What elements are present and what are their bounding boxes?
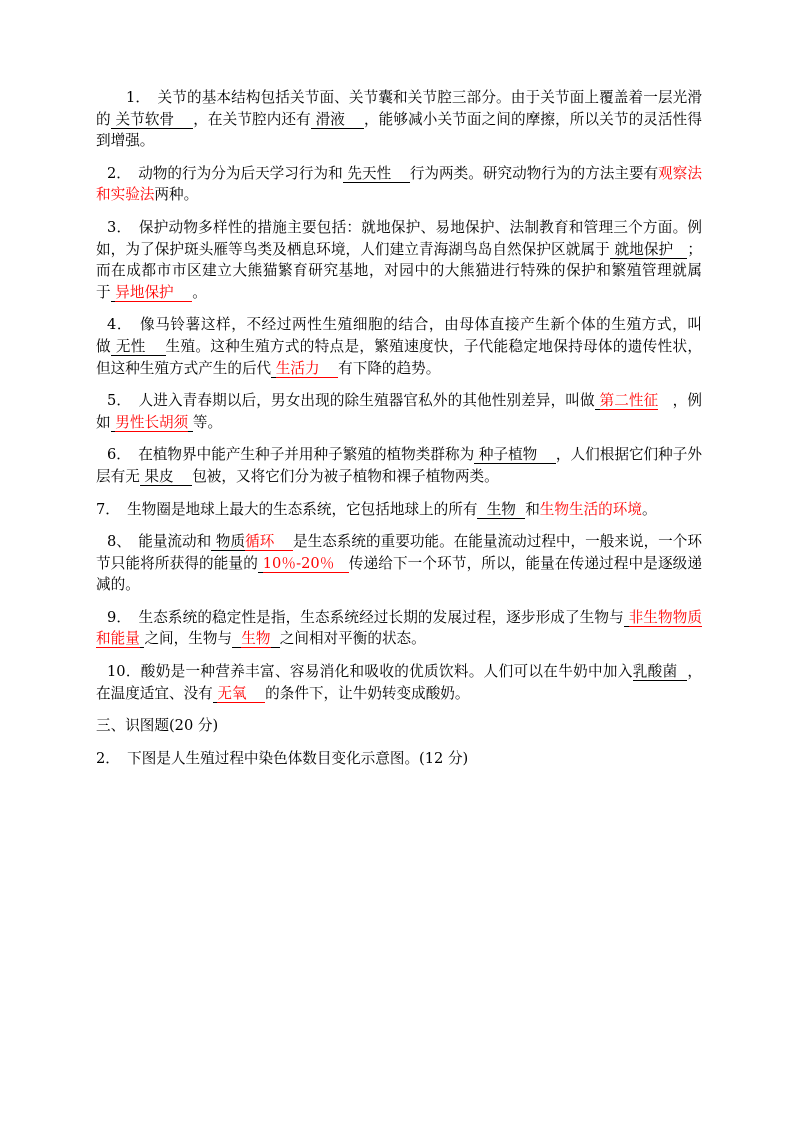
text-run: 8、 能量流动和 xyxy=(107,533,212,551)
text-run: 是生态系统的重要功能。在能量流动过程中，一般来说，一个环节只能将所获得的能量的 xyxy=(96,533,702,572)
question-5 xyxy=(96,390,702,433)
text-run: ，例如 xyxy=(96,392,702,431)
answer-blank: 无性 xyxy=(110,337,166,355)
text-run: 和 xyxy=(525,500,540,518)
text-run: ，人们根据它们种子外层有无 xyxy=(96,446,702,485)
text-run: 10．酸奶是一种营养丰富、容易消化和吸收的优质饮料。人们可以在牛奶中加入 xyxy=(107,663,633,681)
question-3 xyxy=(96,217,702,303)
question-10 xyxy=(96,661,702,704)
answer-blank xyxy=(232,630,241,648)
answer-text-red: 生物生活的环境 xyxy=(539,500,642,518)
answer-blank-red: 非生物物质和能量 xyxy=(96,608,702,648)
text-run: 三、识图题(20 分) xyxy=(96,717,219,735)
text-run: ；而在成都市市区建立大熊猫繁育研究基地，对园中的大熊猫进行特殊的保护和繁殖管理就属于 xyxy=(96,240,702,301)
text-run: 。 xyxy=(192,283,207,301)
answer-blank: 滑液 xyxy=(310,110,364,128)
text-run: 两种。 xyxy=(154,186,199,204)
text-run: 7． 生物圈是地球上最大的生态系统，它包括地球上的所有 xyxy=(96,500,478,518)
question-9 xyxy=(96,607,702,650)
question-2 xyxy=(96,163,702,206)
answer-blank-red: 生物 xyxy=(241,630,271,648)
answer-blank: 先天性 xyxy=(342,164,410,182)
answer-blank xyxy=(271,630,280,648)
question-1 xyxy=(96,87,702,152)
text-run: 3． 保护动物多样性的措施主要包括：就地保护、易地保护、法制教育和管理三个方面。例如，为了保护斑头雁等鸟类及栖息环境，人们建立青海湖鸟岛自然保护区就属于 xyxy=(96,218,702,258)
text-run: 传递给下一个环节，所以，能量在传递过程中是逐级递减的。 xyxy=(96,554,702,594)
answer-blank-red: 生活力 xyxy=(275,359,339,377)
answer-blank: 关节软骨 xyxy=(110,110,194,128)
answer-blank-red: 无氧 xyxy=(217,684,266,702)
answer-blank xyxy=(595,392,600,410)
text-run: ，在关节腔内还有 xyxy=(193,110,311,128)
answer-blank xyxy=(624,609,629,627)
document-page-content xyxy=(96,87,702,780)
text-run: 1． 关节的基本结构包括关节面、关节囊和关节腔三部分。由于关节面上覆盖着一层光滑的 xyxy=(96,89,702,128)
question-6 xyxy=(96,444,702,487)
question-4 xyxy=(96,314,702,379)
text-run: 6． 在植物界中能产生种子并用种子繁殖的植物类群称为 xyxy=(107,446,475,464)
answer-blank: 物质 xyxy=(211,533,246,551)
text-run: 2． 动物的行为分为后天学习行为和 xyxy=(107,164,343,182)
text-run: ，在温度适宜、没有 xyxy=(96,663,703,702)
answer-blank-red: 男性长胡须 xyxy=(115,413,189,431)
text-run: 有下降的趋势。 xyxy=(338,359,441,377)
section-heading-3 xyxy=(96,715,702,737)
text-run: 9． 生态系统的稳定性是指，生态系统经过长期的发展过程，逐步形成了生物与 xyxy=(107,608,624,626)
text-run: 等。 xyxy=(192,413,223,431)
text-run: 的条件下，让牛奶转变成酸奶。 xyxy=(265,684,470,702)
text-run: 行为两类。研究动物行为的方法主要有 xyxy=(409,164,659,182)
text-run: 之间相对平衡的状态。 xyxy=(279,630,426,648)
answer-text-red: 观察法和实验法 xyxy=(96,164,702,204)
text-run: 。 xyxy=(641,500,657,518)
text-run xyxy=(658,392,672,409)
answer-blank-red: 第二性征 xyxy=(599,392,659,410)
answer-blank: 乳酸菌 xyxy=(632,663,688,681)
answer-blank: 生物 xyxy=(477,500,526,518)
question-7 xyxy=(96,499,702,521)
answer-blank: 就地保护 xyxy=(609,240,688,258)
answer-blank: 种子植物 xyxy=(474,446,556,464)
answer-blank xyxy=(258,555,263,573)
text-run: ，能够减小关节面之间的摩擦，所以关节的灵活性得到增强。 xyxy=(96,110,702,150)
text-run: 4． 像马铃薯这样，不经过两性生殖细胞的结合，由母体直接产生新个体的生殖方式，叫做 xyxy=(96,316,702,355)
answer-blank: 果皮 xyxy=(139,467,193,485)
text-run: 之间，生物与 xyxy=(144,630,233,648)
question-8 xyxy=(96,531,702,596)
answer-blank-red: 循环 xyxy=(245,533,293,551)
text-run: 5． 人进入青春期以后，男女出现的除生殖器官私外的其他性别差异，叫做 xyxy=(107,392,595,410)
question-diagram-2 xyxy=(96,748,702,770)
text-run: 2． 下图是人生殖过程中染色体数目变化示意图。(12 分) xyxy=(96,749,469,767)
answer-blank-red: 异地保护 xyxy=(115,283,193,301)
answer-blank-red: 10％-20％ xyxy=(262,554,349,572)
text-run: 生殖。这种生殖方式的特点是，繁殖速度快，子代能稳定地保持母体的遗传性状，但这种生殖方式产生的后代 xyxy=(96,337,702,377)
text-run: 包被，又将它们分为被子植物和裸子植物两类。 xyxy=(192,467,499,485)
